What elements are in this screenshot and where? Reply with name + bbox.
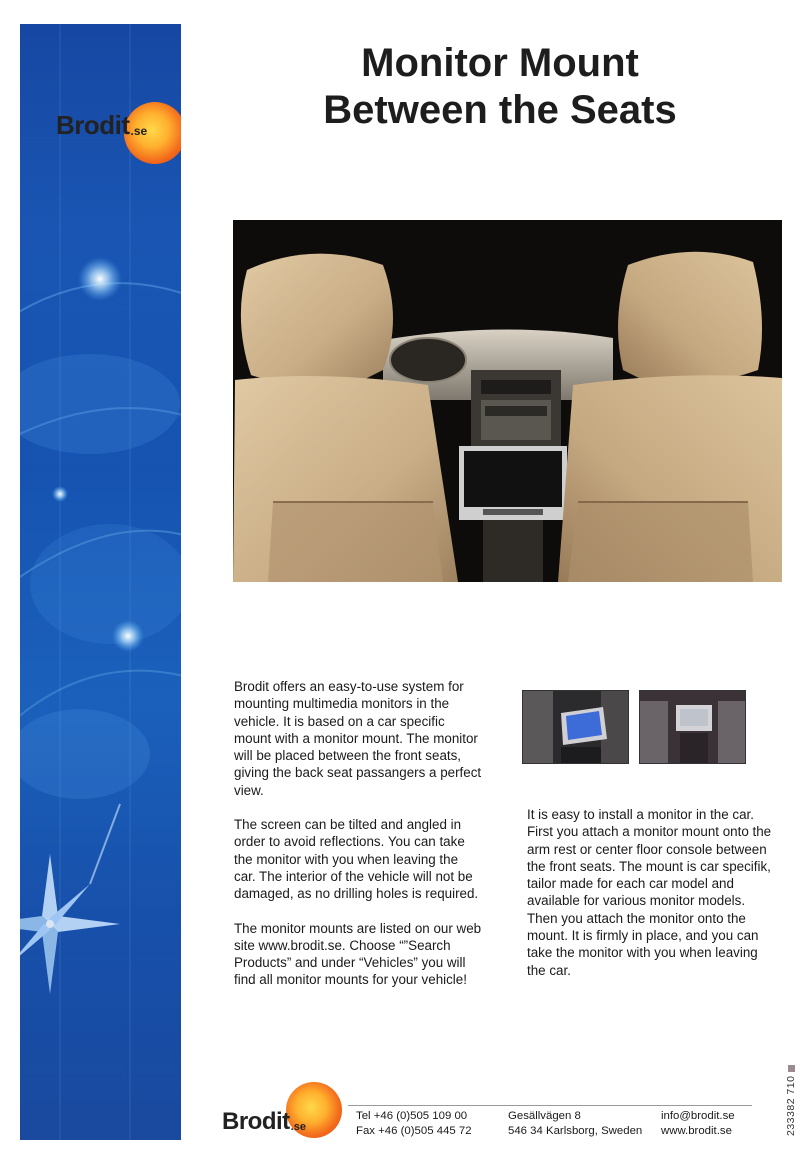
banner-artwork xyxy=(20,24,181,1140)
right-text-column xyxy=(527,806,777,996)
paragraph: The screen can be tilted and angled in order to avoid reflections. You can take the monitor with you when leaving the car. The interior of the vehicle will not be damaged, as no drilling holes is required. xyxy=(234,817,479,902)
footer-phone: Tel +46 (0)505 109 00 xyxy=(356,1110,468,1122)
brand-name: Brodit xyxy=(222,1108,290,1135)
footer-contact-block xyxy=(661,1109,735,1138)
thumbnail-monitor-tilted xyxy=(522,690,629,764)
paragraph: The monitor mounts are listed on our web site www.brodit.se. Choose “”Search Products” and under “Vehicles” you will find all monitor mounts for your vehicle! xyxy=(234,920,482,988)
side-banner xyxy=(20,24,181,1140)
footer-brand-logo xyxy=(222,1108,306,1136)
thumbnail-illustration xyxy=(523,691,628,763)
footer-street: Gesällvägen 8 xyxy=(508,1110,581,1122)
paragraph: It is easy to install a monitor in the car. First you attach a monitor mount onto the arm rest or center floor console between the front seats. The mount is car specifik, tailor made for each car model and available for various monitor models. Then you attach the monitor onto the mount. It is firmly in place, and you can take the monitor with you when leaving the car. xyxy=(527,807,772,978)
page-title xyxy=(300,40,700,134)
brand-tld: .se xyxy=(290,1121,306,1133)
footer-address-block xyxy=(508,1109,642,1138)
brand-tld: .se xyxy=(130,124,148,138)
hero-photo xyxy=(233,220,782,582)
footer-web[interactable]: www.brodit.se xyxy=(661,1124,732,1137)
title-line-2: Between the Seats xyxy=(323,88,677,132)
footer-phone-block xyxy=(356,1109,472,1138)
brand-name: Brodit xyxy=(56,110,130,140)
thumbnail-illustration xyxy=(640,691,745,763)
brand-logo xyxy=(56,110,147,141)
paragraph: Brodit offers an easy-to-use system for mounting multimedia monitors in the vehicle. It is based on a car specific mount with a monitor mount. The monitor will be placed between the front seats, giving the back seat passangers a perfect view. xyxy=(234,679,482,798)
square-icon xyxy=(788,1065,795,1072)
article-number xyxy=(785,1065,797,1136)
footer-fax: Fax +46 (0)505 445 72 xyxy=(356,1124,472,1137)
left-text-column xyxy=(234,678,482,1006)
car-interior-illustration xyxy=(233,220,782,582)
footer-city: 546 34 Karlsborg, Sweden xyxy=(508,1124,643,1137)
footer-email[interactable]: info@brodit.se xyxy=(661,1110,735,1122)
title-line-1: Monitor Mount xyxy=(361,41,639,85)
thumbnail-monitor-front xyxy=(639,690,746,764)
footer-divider xyxy=(348,1105,752,1106)
article-number-text: 233382 710 xyxy=(785,1075,797,1136)
